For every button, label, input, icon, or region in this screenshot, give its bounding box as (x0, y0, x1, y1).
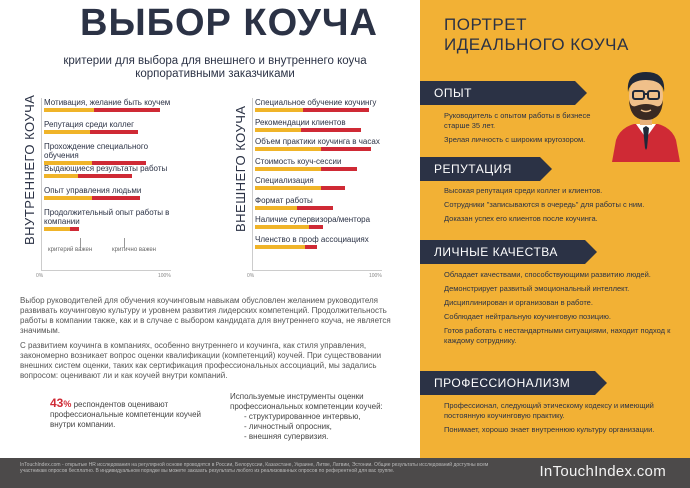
bar-track (255, 206, 385, 210)
tools-list-block (230, 392, 420, 442)
portrait-title (444, 15, 629, 55)
bar-track (44, 196, 174, 200)
bar-important (44, 196, 92, 200)
bar-track (255, 128, 385, 132)
chart-bar-item (255, 98, 385, 112)
axis-max-label: 100% (369, 273, 382, 279)
list-item: Понимает, хорошо знает внутреннюю культуру организации. (444, 425, 655, 434)
coach-avatar-icon (606, 62, 686, 162)
list-item: Сотрудники "записываются в очередь" для работы с ним. (444, 200, 645, 209)
axis-min-label: 0% (247, 273, 255, 279)
bar-critical (78, 174, 132, 178)
chart-bar-item (44, 142, 174, 165)
chart-bar-item (255, 196, 385, 210)
chart-bar-item (255, 157, 385, 171)
chart-bar-item (255, 235, 385, 249)
stat-text: респондентов оценивают профессиональные компетенции коучей внутри компании. (50, 400, 201, 429)
footer-brand-link[interactable]: InTouchIndex.com (539, 463, 666, 480)
bar-track (255, 245, 385, 249)
bar-category-label: Прохождение специального обучения (44, 142, 149, 160)
list-item: Профессионал, следующий этическому кодексу и имеющий постоянную коучинговую практику. (444, 401, 654, 420)
bar-category-label: Специализация (255, 176, 314, 185)
external-coach-label: ВНЕШНЕГО КОУЧА (233, 105, 248, 232)
bar-track (44, 174, 174, 178)
bar-important (255, 108, 303, 112)
bar-track (44, 108, 174, 112)
bar-critical (297, 206, 333, 210)
bar-critical (321, 147, 371, 151)
chart-bar-item (255, 118, 385, 132)
portrait-title-line1: ПОРТРЕТ (444, 15, 527, 34)
bar-important (255, 147, 321, 151)
external-coach-chart (247, 98, 387, 278)
axis-max-label: 100% (158, 273, 171, 279)
bar-category-label: Продолжительный опыт работы в компании (44, 208, 170, 226)
chart-bar-item (44, 186, 174, 200)
list-item: Демонстрирует развитый эмоциональный интеллект. (444, 284, 630, 293)
bar-important (255, 245, 305, 249)
footer-disclaimer: InTouchIndex.com - открытые HR исследования на регулярной основе проводятся в России, Белоруссии, Казахстане, Украине, Литве, Латвии, Эстонии. Общие результаты исследований доступны всем участникам опросов бесплатно. В индивидуальном порядке вы можете заказать результаты любого из реализованных опросов по референтной для вас группе. (20, 462, 489, 474)
axis-min-label: 0% (36, 273, 44, 279)
section-experience-header: ОПЫТ (420, 81, 575, 105)
section-reputation-text (444, 186, 679, 228)
bar-track (255, 167, 385, 171)
chart-bar-item (255, 215, 385, 229)
list-item: - структурированное интервью, (244, 412, 361, 421)
chart-bar-item (255, 176, 385, 190)
list-item: - внешняя супервизия. (244, 432, 329, 441)
list-item: Дисциплинирован и организован в работе. (444, 298, 593, 307)
chart-axis-horizontal (252, 270, 382, 271)
bar-important (255, 206, 297, 210)
tools-title: Используемые инструменты оценки профессиональных компетенции коучей: (230, 392, 383, 411)
page-subtitle: критерии для выбора для внешнего и внутреннего коуча корпоративными заказчиками (63, 55, 367, 80)
bar-category-label: Репутация среди коллег (44, 120, 135, 129)
bar-critical (92, 196, 140, 200)
bar-critical (94, 108, 160, 112)
chart-axis-horizontal (41, 270, 171, 271)
chart-bar-item (44, 98, 174, 112)
paragraph-leaders: Выбор руководителей для обучения коучинговым навыкам обусловлен желанием руководителя развивать коучинговую культуру и уровнем развития лидерских компетенций. Продолжительность работы в компании также, как и в случае с выбором кандидата для внутреннего коуча, не является значимым. (20, 296, 391, 335)
chart-bar-item (44, 208, 174, 231)
list-item: Зрелая личность с широким кругозором. (444, 135, 586, 144)
bar-category-label: Опыт управления людьми (44, 186, 142, 195)
bar-critical (90, 130, 138, 134)
stat-percent-value: 43 (50, 396, 64, 410)
chart-bar-item (255, 137, 385, 151)
bar-important (255, 225, 309, 229)
bar-track (255, 225, 385, 229)
chart-bar-item (44, 164, 174, 178)
internal-coach-label: ВНУТРЕННЕГО КОУЧА (22, 94, 37, 245)
bar-important (255, 167, 321, 171)
bar-important (44, 227, 70, 231)
list-item: Высокая репутация среди коллег и клиентов. (444, 186, 603, 195)
list-item: - личностный опросник, (244, 422, 332, 431)
bar-important (44, 108, 94, 112)
portrait-panel (420, 0, 690, 458)
list-item: Готов работать с нестандартными ситуациями, находит подход к каждому сотруднику. (444, 326, 671, 345)
chart-bar-item (44, 120, 174, 134)
bar-track (255, 147, 385, 151)
paragraph-assessment: С развитием коучинга в компаниях, особенно внутреннего и коучинга, как стиля управления, закономерно возникает вопрос оценки квалификации (компетенций) коучей. При существовании внешних систем оценки, таких как сертификация профессиональных ассоциаций, мы задались вопросом: оценивают ли и как коучей внутри компаний. (20, 341, 382, 380)
tools-list (244, 412, 420, 442)
bar-critical (321, 167, 357, 171)
respondents-stat (50, 398, 205, 430)
list-item: Соблюдает нейтральную коучинговую позицию. (444, 312, 611, 321)
section-professionalism-header: ПРОФЕССИОНАЛИЗМ (420, 371, 595, 395)
section-professionalism-text (444, 401, 679, 439)
list-item: Доказан успех его клиентов после коучинга. (444, 214, 598, 223)
footer (0, 458, 690, 488)
list-item: Обладает качествами, способствующими развитию людей. (444, 270, 651, 279)
bar-track (44, 227, 174, 231)
bar-important (44, 174, 78, 178)
bar-critical (309, 225, 323, 229)
section-experience-text (444, 111, 609, 149)
bar-category-label: Объем практики коучинга в часах (255, 137, 380, 146)
bar-category-label: Выдающиеся результаты работы (44, 164, 168, 173)
bar-category-label: Членство в проф ассоциациях (255, 234, 369, 244)
section-reputation-header: РЕПУТАЦИЯ (420, 157, 540, 181)
bar-important (255, 128, 301, 132)
bar-critical (321, 186, 345, 190)
bar-category-label: Формат работы (255, 195, 313, 205)
bar-critical (303, 108, 369, 112)
bar-category-label: Стоимость коуч-сессии (255, 156, 342, 166)
bar-category-label: Наличие супервизора/ментора (255, 215, 371, 224)
bar-important (44, 130, 90, 134)
chart-axis-vertical (41, 98, 42, 270)
bar-track (44, 130, 174, 134)
section-personal-text (444, 270, 679, 350)
bar-category-label: Специальное обучение коучингу (255, 98, 377, 107)
portrait-title-line2: ИДЕАЛЬНОГО КОУЧА (444, 35, 629, 54)
stat-percent-sign: % (63, 399, 72, 409)
bar-critical (70, 227, 78, 231)
bar-category-label: Мотивация, желание быть коучем (44, 98, 171, 107)
page-title: ВЫБОР КОУЧА (80, 2, 379, 44)
bar-important (255, 186, 321, 190)
bar-track (255, 186, 385, 190)
bar-critical (301, 128, 361, 132)
bar-category-label: Рекомендации клиентов (255, 117, 346, 127)
list-item: Руководитель с опытом работы в бизнесе старше 35 лет. (444, 111, 591, 130)
section-personal-header: ЛИЧНЫЕ КАЧЕСТВА (420, 240, 585, 264)
bar-track (255, 108, 385, 112)
legend-important: критерий важен (48, 247, 93, 253)
bar-critical (305, 245, 317, 249)
legend-critical: критично важен (112, 247, 156, 253)
chart-axis-vertical (252, 98, 253, 270)
